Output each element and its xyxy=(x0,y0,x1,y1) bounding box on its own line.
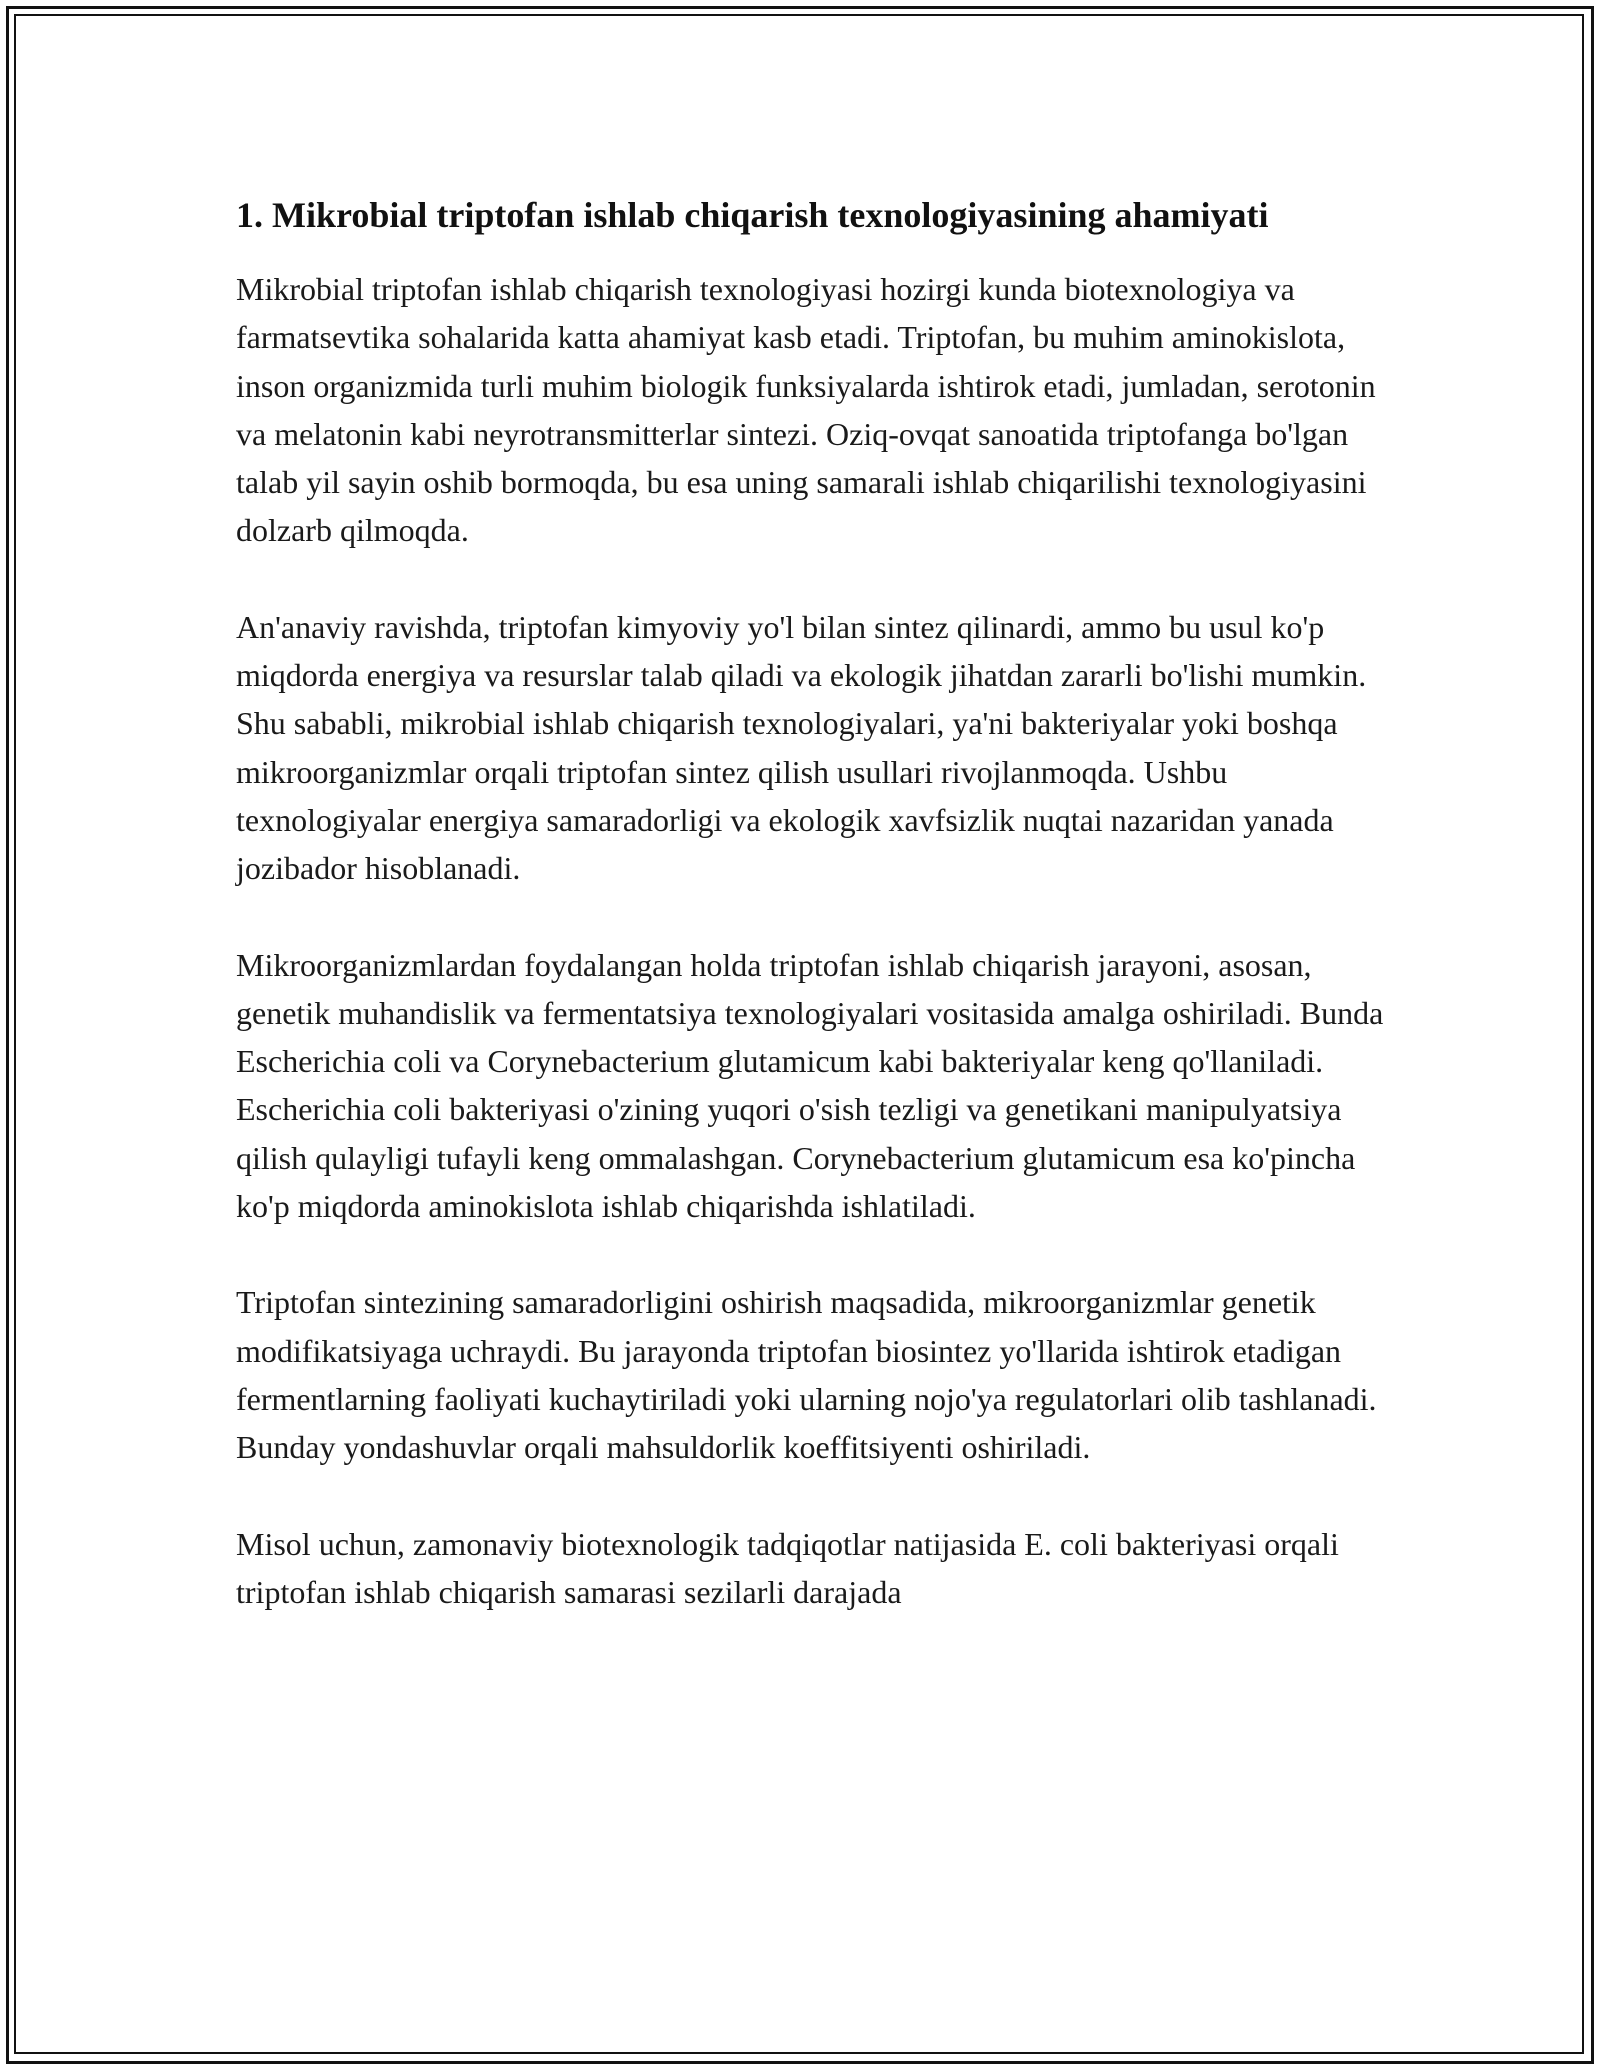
paragraph-2: An'anaviy ravishda, triptofan kimyoviy yo'l bilan sintez qilinardi, ammo bu usul ko'p miqdorda energiya va resurslar talab qiladi va ekologik jihatdan zararli bo'lishi mumkin. Shu sababli, mikrobial ishlab chiqarish texnologiyalari, ya'ni bakteriyalar yoki boshqa mikroorganizmlar orqali triptofan sintez qilish usullari rivojlanmoqda. Ushbu texnologiyalar energiya samaradorligi va ekologik xavfsizlik nuqtai nazaridan yanada jozibador hisoblanadi. xyxy=(236,608,1367,887)
paragraph-1: Mikrobial triptofan ishlab chiqarish texnologiyasi hozirgi kunda biotexnologiya va farmatsevtika sohalarida katta ahamiyat kasb etadi. Triptofan, bu muhim aminokislota, inson organizmida turli muhim biologik funksiyalarda ishtirok etadi, jumladan, serotonin va melatonin kabi neyrotransmitterlar sintezi. Oziq-ovqat sanoatida triptofanga bo'lgan talab yil sayin oshib bormoqda, bu esa uning samarali ishlab chiqarilishi texnologiyasini dolzarb qilmoqda. xyxy=(236,271,1376,549)
section-heading: 1. Mikrobial triptofan ishlab chiqarish texnologiyasining ahamiyati xyxy=(236,195,1269,235)
paragraph-5: Misol uchun, zamonaviy biotexnologik tadqiqotlar natijasida E. coli bakteriyasi orqali triptofan ishlab chiqarish samarasi sezilarli darajada xyxy=(236,1525,1339,1610)
paragraph-4: Triptofan sintezining samaradorligini oshirish maqsadida, mikroorganizmlar genetik modifikatsiyaga uchraydi. Bu jarayonda triptofan biosintez yo'llarida ishtirok etadigan fermentlarning faoliyati kuchaytiriladi yoki ularning nojo'ya regulatorlari olib tashlanadi. Bunday yondashuvlar orqali mahsuldorlik koeffitsiyenti oshiriladi. xyxy=(236,1284,1377,1466)
paragraph-3: Mikroorganizmlardan foydalangan holda triptofan ishlab chiqarish jarayoni, asosan, genetik muhandislik va fermentatsiya texnologiyalari vositasida amalga oshiriladi. Bunda Escherichia coli va Corynebacterium glutamicum kabi bakteriyalar keng qo'llaniladi. Escherichia coli bakteriyasi o'zining yuqori o'sish tezligi va genetikani manipulyatsiya qilish qulayligi tufayli keng ommalashgan. Corynebacterium glutamicum esa ko'pincha ko'p miqdorda aminokislota ishlab chiqarishda ishlatiladi. xyxy=(236,946,1384,1225)
document-body xyxy=(236,188,1386,1664)
